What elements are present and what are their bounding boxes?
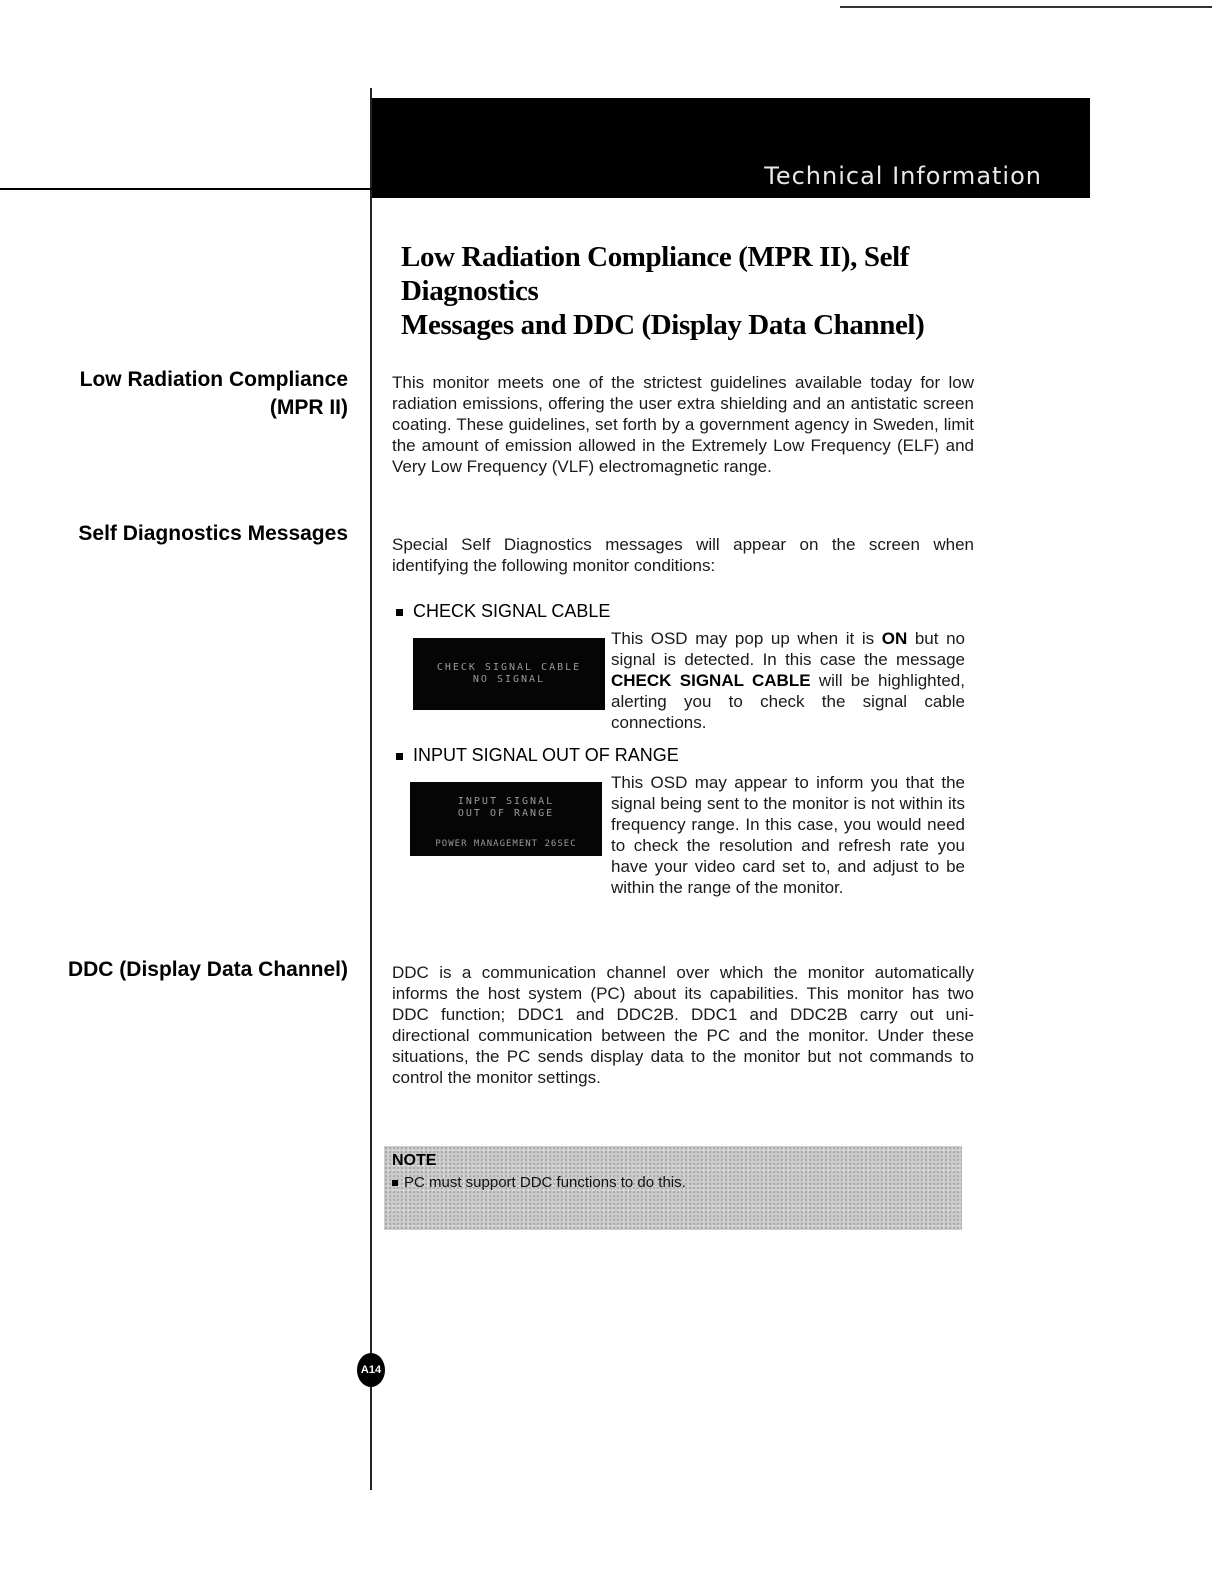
desc-text: but no signal is detected. In this case the message [611,629,965,669]
desc-emphasis: CHECK SIGNAL CABLE [611,671,811,690]
check-signal-cable-label: CHECK SIGNAL CABLE [413,601,611,621]
note-text [392,1174,686,1191]
ddc-body: DDC is a communication channel over which the monitor automatically informs the host system (PC) about its capabilities. This monitor has two DDC function; DDC1 and DDC2B. DDC1 and DDC2B carry out uni-directional communication between the PC and the monitor. Under these situations, the PC sends display data to the monitor but not commands to control the monitor settings. [392,963,974,1087]
page-title [401,240,1041,342]
top-rule [840,6,1212,8]
desc-text: will be highlighted, alerting you to check the signal cable connections. [611,671,965,732]
section-header-band [372,98,1090,198]
osd-line: CHECK SIGNAL CABLE [436,662,582,673]
page-number-badge: A14 [357,1353,385,1387]
osd-input-signal-out-of-range [410,782,602,856]
input-signal-out-of-range-label: INPUT SIGNAL OUT OF RANGE [413,745,679,765]
bullet-icon [392,1180,398,1186]
osd-check-signal-cable [413,638,605,710]
note-text-content: PC must support DDC functions to do this. [404,1174,686,1191]
note-box [384,1146,962,1230]
osd-line: POWER MANAGEMENT 26SEC [435,839,577,849]
input-signal-out-of-range-item [396,744,679,766]
input-signal-out-of-range-desc: This OSD may appear to inform you that the signal being sent to the monitor is not within its frequency range. In this case, you would need to check the resolution and refresh rate you have your video card set to, and adjust to be within the range of the monitor. [611,773,965,897]
osd-line: INPUT SIGNAL [457,796,555,807]
low-radiation-heading [20,366,348,422]
self-diagnostics-heading: Self Diagnostics Messages [78,522,348,545]
note-label: NOTE [392,1152,437,1169]
header-rule [0,188,372,190]
desc-text: This OSD may pop up when it is [611,629,882,648]
margin-rule [370,88,372,1490]
page-title-line1: Low Radiation Compliance (MPR II), Self Diagnostics [401,241,910,307]
low-radiation-heading-line1: Low Radiation Compliance [79,368,348,391]
check-signal-cable-desc [611,628,965,733]
page-title-line2: Messages and DDC (Display Data Channel) [401,309,925,341]
desc-emphasis: ON [881,629,908,648]
low-radiation-body: This monitor meets one of the strictest guidelines available today for low radiation emissions, offering the user extra shielding and an antistatic screen coating. These guidelines, set forth by a government agency in Sweden, limit the amount of emission allowed in the Extremely Low Frequency (ELF) and Very Low Frequency (VLF) electromagnetic range. [392,373,974,476]
self-diagnostics-intro: Special Self Diagnostics messages will appear on the screen when identifying the following monitor conditions: [392,535,974,575]
check-signal-cable-item [396,600,610,622]
section-title: Technical Information [764,162,1042,190]
bullet-icon [396,609,403,616]
osd-line: OUT OF RANGE [457,808,555,819]
bullet-icon [396,753,403,760]
ddc-heading: DDC (Display Data Channel) [67,958,348,981]
osd-line: NO SIGNAL [472,674,546,685]
low-radiation-heading-line2: (MPR II) [269,396,348,419]
